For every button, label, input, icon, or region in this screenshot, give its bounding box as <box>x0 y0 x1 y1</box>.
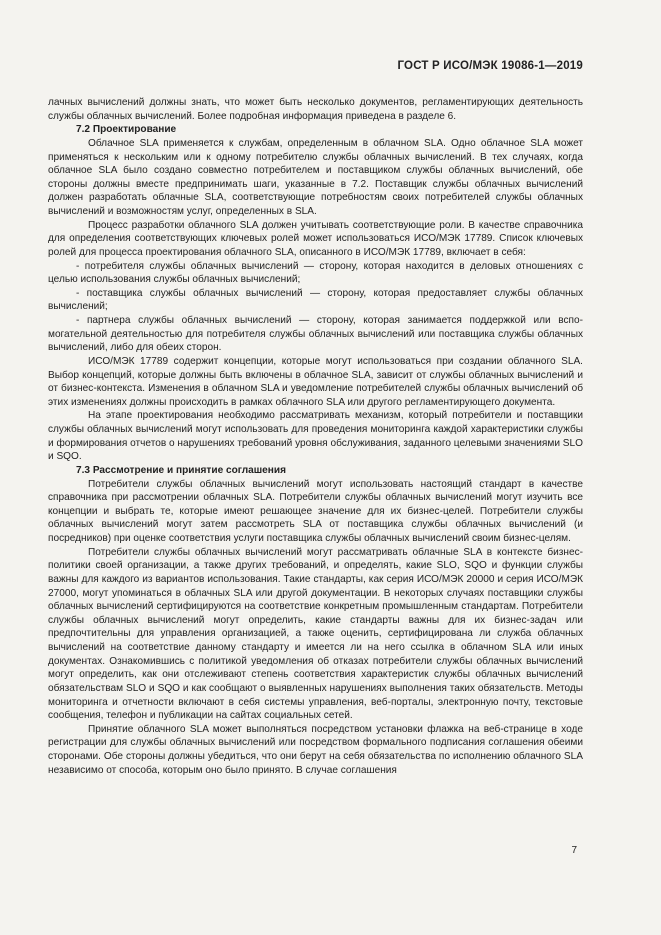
paragraph: Облачное SLA применяется к службам, определенным в облачном SLA. Одно облачное SLA может применяться к нескольким или к одному потребителю службы облачных вычислений. В тех случаях, когда облачное SLA было создано совместно потребителем и поставщиком службы облачных вычислений, обе стороны должны вместе предпринимать шаги, указанные в 7.2. Поставщик службы облачных вычислений должен разработать облачные SLA, соответствующие потребностям своих потребителей службы облачных вычислений и возможностям услуг, определенных в SLA. <box>48 137 583 217</box>
document-body <box>48 96 583 777</box>
page-number: 7 <box>571 845 577 856</box>
list-item: - потребителя службы облачных вычислений — сторону, которая находится в деловых отношениях с целью использования службы облачных вычислений; <box>48 260 583 286</box>
paragraph: Процесс разработки облачного SLA должен учитывать соответствующие роли. В качестве справочника для определения соответствующих ключевых ролей может использоваться ИСО/МЭК 17789. Список ключевых ролей для процесса проектирования облачного SLA, описанного в ИСО/МЭК 17789, включает в себя: <box>48 219 583 258</box>
paragraph: На этапе проектирования необходимо рассматривать механизм, который потребители и поставщики службы облачных вычислений могут использовать для проведения мониторинга каждой характеристики службы и формирования отчетов о нарушениях требований уровня обслуживания, заданного целевыми значениями SLO и SQO. <box>48 410 583 463</box>
document-header: ГОСТ Р ИСО/МЭК 19086-1—2019 <box>397 60 583 72</box>
list-item: - партнера службы облачных вычислений — сторону, которая занимается поддержкой или вспомогательной деятельностью для потребителя службы облачных вычислений или поставщика службы облачных вычислений, либо для обеих сторон. <box>48 315 583 354</box>
paragraph-continuation: лачных вычислений должны знать, что может быть несколько документов, регламентирующих деятельность службы облачных вычислений. Более подробная информация приведена в разделе 6. <box>48 97 583 122</box>
paragraph: Потребители службы облачных вычислений могут использовать настоящий стандарт в качестве справочника при рассмотрении облачных SLA. Потребители службы облачных вычислений могут изучить все концепции и выбрать те, которые имеют решающее значение для их бизнес-целей. Потребители службы облачных вычислений могут затем рассмотреть SLA от поставщика службы облачных вычислений (и посредников) при оценке соответствия услуги поставщика службы облачных вычислений своим бизнес-целям. <box>48 478 583 544</box>
paragraph: Принятие облачного SLA может выполняться посредством установки флажка на веб-странице в ходе регистрации для службы облачных вычислений или посредством формального подписания соглашения обеими сторонами. Обе стороны должны убедиться, что они берут на себя обязательства по исполнению облачного SLA независимо от способа, которым оно было принято. В случае соглашения <box>48 723 583 776</box>
paragraph: ИСО/МЭК 17789 содержит концепции, которые могут использоваться при создании облачного SLA. Выбор концепций, которые должны быть включены в облачное SLA, зависит от службы облачных вычислений и от бизнес-контекста. Изменения в облачном SLA и уведомление потребителей службы облачных вычислений об этих изменениях должны происходить в рамках облачного SLA или другого регламентирующего документа. <box>48 355 583 408</box>
section-heading-7-3: 7.3 Рассмотрение и принятие соглашения <box>76 464 286 476</box>
section-heading-7-2: 7.2 Проектирование <box>76 124 177 136</box>
paragraph: Потребители службы облачных вычислений могут рассматривать облачные SLA в контексте бизнес-политики своей организации, а также других требований, и определять, какие SLO, SQO и функции службы важны для каждого из вариантов использования. Такие стандарты, как серия ИСО/МЭК 20000 и серия ИСО/МЭК 27000, могут упоминаться в облачных SLA или другой документации. В некоторых случаях поставщики службы облачных вычислений сертифицируются на соответствие конкретным промышленным стандартам. Потребители службы облачных вычислений могут определить, какие стандарты важны для их бизнес-задач или предпочтительны для управления организацией, а также оценить, сертифицирована ли служба облачных вычислений на соответствие данному стандарту и имеется ли на него ссылка в облачном SLA или иных документах. Ознакомившись с политикой уведомления об отказах потребители службы облачных вычислений могут определить, как они отслеживают степень соответствия характеристик службы облачных вычислений обязательствам SLO и SQO и как сообщают о выявленных нарушениях выполнения таких обязательств. Методы мониторинга и отчетности включают в себя системы управления, веб-порталы, электронную почту, текстовые сообщения, телефон и публикации на сайтах социальных сетей. <box>48 546 583 722</box>
list-item: - поставщика службы облачных вычислений — сторону, которая предоставляет службы облачных вычислений; <box>48 287 583 313</box>
